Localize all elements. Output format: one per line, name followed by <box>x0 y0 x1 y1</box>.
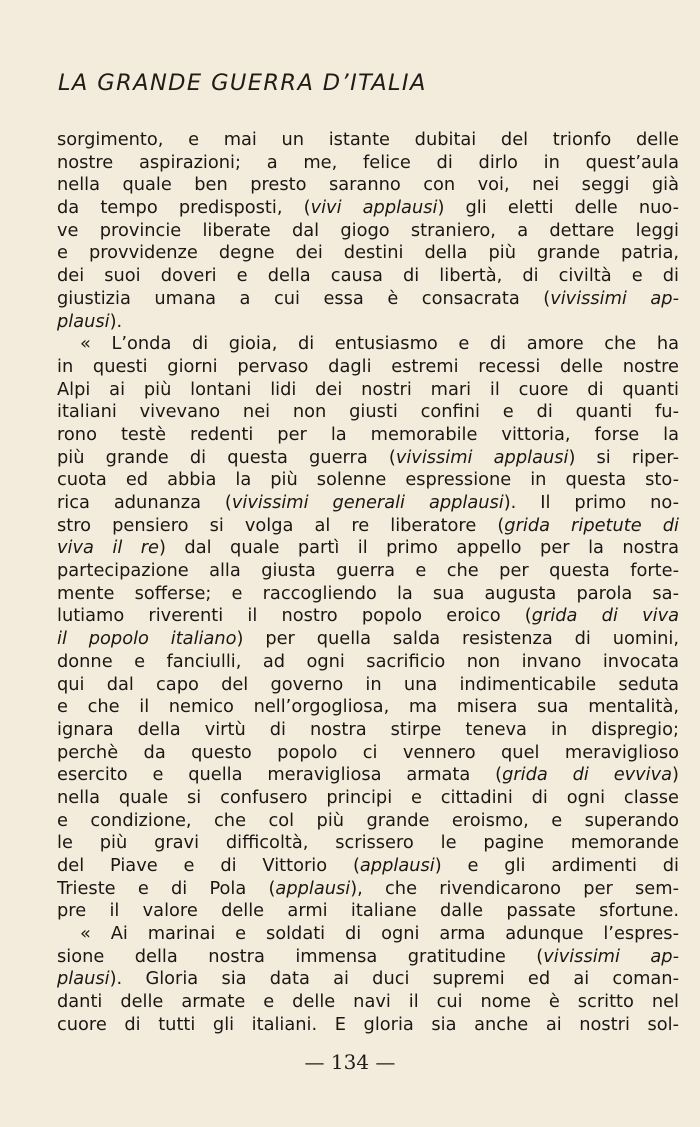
text-line <box>57 878 679 901</box>
text-run: nella quale si confusero principi e cittadini di ogni classe <box>57 786 679 808</box>
italic-text: vivissimi ap- <box>550 287 679 309</box>
text-run: danti delle armate e delle navi il cui nome è scritto nel <box>57 991 679 1013</box>
text-line <box>57 968 679 991</box>
text-run: ) e gli ardimenti di <box>434 855 679 877</box>
page-number: — 134 — <box>304 1050 396 1074</box>
text-run: ) <box>672 764 679 786</box>
text-run: ) gli eletti delle nuo- <box>437 197 679 219</box>
text-run: ignara della virtù di nostra stirpe teneva in dispregio; <box>57 718 679 740</box>
italic-text: grida ripetute di <box>504 514 679 536</box>
text-line <box>57 696 679 719</box>
italic-text: vivissimi applausi <box>395 446 569 468</box>
text-run: ). Gloria sia data ai duci supremi ed ai coman- <box>109 968 679 990</box>
italic-text: vivissimi ap- <box>543 945 679 967</box>
text-run: nostre aspirazioni; a me, felice di dirlo in quest’aula <box>57 151 679 173</box>
text-run: rono testè redenti per la memorabile vittoria, forse la <box>57 423 679 445</box>
text-line <box>57 333 679 356</box>
text-line <box>57 946 679 969</box>
text-line <box>57 991 679 1014</box>
text-run: le più gravi difficoltà, scrissero le pagine memorande <box>57 832 679 854</box>
text-run: e condizione, che col più grande eroismo, e superando <box>57 809 679 831</box>
text-line <box>57 810 679 833</box>
italic-text: il popolo italiano <box>57 628 237 650</box>
text-line <box>57 379 679 402</box>
text-run: sorgimento, e mai un istante dubitai del trionfo delle <box>57 129 679 150</box>
text-line <box>57 492 679 515</box>
text-line <box>57 651 679 674</box>
text-line <box>57 311 679 334</box>
text-line <box>57 356 679 379</box>
text-line <box>57 923 679 946</box>
text-line <box>57 674 679 697</box>
text-run: ve provincie liberate dal giogo straniero, a dettare leggi <box>57 219 679 241</box>
text-line <box>57 583 679 606</box>
text-line <box>57 152 679 175</box>
text-run: sione della nostra immensa gratitudine ( <box>57 945 544 967</box>
text-line <box>57 197 679 220</box>
text-run: qui dal capo del governo in una indimenticabile seduta <box>57 673 679 695</box>
text-run: ). <box>109 310 123 332</box>
text-line <box>57 605 679 628</box>
text-line <box>57 742 679 765</box>
text-run: pre il valore delle armi italiane dalle passate sfortune. <box>57 900 679 922</box>
text-line <box>57 787 679 810</box>
text-line <box>57 265 679 288</box>
italic-text: vivi applausi <box>310 197 438 219</box>
text-run: Alpi ai più lontani lidi dei nostri mari il cuore di quanti <box>57 378 679 400</box>
text-run: partecipazione alla giusta guerra e che per questa forte- <box>57 560 679 582</box>
italic-text: applausi <box>275 877 351 899</box>
text-run: italiani vivevano nei non giusti confini e di quanti fu- <box>57 401 679 423</box>
italic-text: viva il re <box>57 537 159 559</box>
text-run: e che il nemico nell’orgogliosa, ma misera sua mentalità, <box>57 696 679 718</box>
text-line <box>57 401 679 424</box>
text-line <box>57 900 679 923</box>
text-run: mente sofferse; e raccogliendo la sua augusta parola sa- <box>57 582 679 604</box>
text-run: cuore di tutti gli italiani. E gloria sia anche ai nostri sol- <box>57 1013 679 1035</box>
text-line <box>57 288 679 311</box>
text-run: nella quale ben presto saranno con voi, nei seggi già <box>57 174 679 196</box>
body-text <box>57 129 679 1037</box>
text-run: in questi giorni pervaso dagli estremi recessi delle nostre <box>57 355 679 377</box>
text-run: ) per quella salda resistenza di uomini, <box>236 628 679 650</box>
italic-text: plausi <box>57 968 110 990</box>
text-run: donne e fanciulli, ad ogni sacrificio non invano invocata <box>57 650 679 672</box>
text-line <box>57 1014 679 1037</box>
running-head: LA GRANDE GUERRA D’ITALIA <box>58 70 427 96</box>
text-line <box>57 855 679 878</box>
text-line <box>57 628 679 651</box>
text-run: dei suoi doveri e della causa di libertà, di civiltà e di <box>57 265 679 287</box>
text-line <box>57 424 679 447</box>
text-run: ) si riper- <box>568 446 679 468</box>
text-run: e provvidenze degne dei destini della più grande patria, <box>57 242 679 264</box>
text-run: del Piave e di Vittorio ( <box>57 855 360 877</box>
text-line <box>57 220 679 243</box>
italic-text: plausi <box>57 310 110 332</box>
italic-text: grida di viva <box>531 605 679 627</box>
text-run: più grande di questa guerra ( <box>57 446 396 468</box>
text-run: « L’onda di gioia, di entusiasmo e di amore che ha <box>80 333 679 355</box>
italic-text: applausi <box>359 855 435 877</box>
text-run: cuota ed abbia la più solenne espressione in questa sto- <box>57 469 679 491</box>
text-line <box>57 515 679 538</box>
text-run: « Ai marinai e soldati di ogni arma adunque l’espres- <box>80 923 679 945</box>
text-run: ) dal quale partì il primo appello per la nostra <box>159 537 679 559</box>
text-run: perchè da questo popolo ci vennero quel meraviglioso <box>57 741 679 763</box>
text-run: rica adunanza ( <box>57 492 232 514</box>
text-line <box>57 469 679 492</box>
text-run: esercito e quella meravigliosa armata ( <box>57 764 503 786</box>
italic-text: grida di evviva <box>502 764 673 786</box>
text-run: stro pensiero si volga al re liberatore ( <box>57 514 505 536</box>
text-line <box>57 719 679 742</box>
text-line <box>57 129 679 152</box>
text-line <box>57 560 679 583</box>
text-line <box>57 832 679 855</box>
text-run: Trieste e di Pola ( <box>57 877 276 899</box>
text-line <box>57 764 679 787</box>
text-run: giustizia umana a cui essa è consacrata ( <box>57 287 551 309</box>
text-run: ), che rivendicarono per sem- <box>350 877 679 899</box>
text-run: ). Il primo no- <box>503 492 679 514</box>
text-run: lutiamo riverenti il nostro popolo eroico ( <box>57 605 532 627</box>
italic-text: vivissimi generali applausi <box>231 492 504 514</box>
text-run: da tempo predisposti, ( <box>57 197 311 219</box>
text-line <box>57 242 679 265</box>
text-line <box>57 447 679 470</box>
text-line <box>57 537 679 560</box>
text-line <box>57 174 679 197</box>
